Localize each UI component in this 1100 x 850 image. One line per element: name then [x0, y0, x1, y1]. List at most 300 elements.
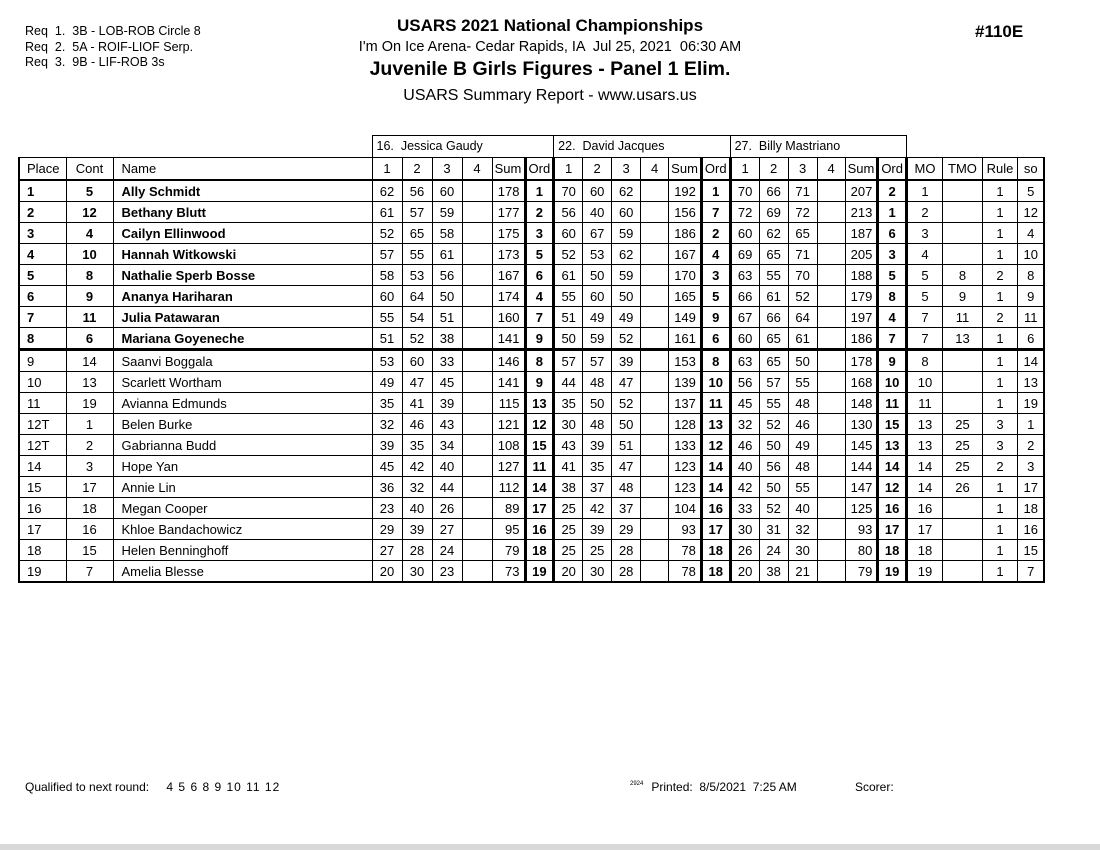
score-cell — [817, 435, 845, 456]
report-subtitle: USARS Summary Report - www.usars.us — [403, 87, 697, 104]
sum-cell: 115 — [492, 393, 525, 414]
name-cell: Bethany Blutt — [113, 202, 372, 223]
score-cell: 55 — [759, 265, 788, 286]
score-cell: 56 — [759, 456, 788, 477]
score-header: 3 — [788, 158, 817, 181]
ord-cell: 7 — [701, 202, 730, 223]
score-cell: 38 — [432, 328, 462, 350]
score-cell: 55 — [402, 244, 432, 265]
mo-cell: 2 — [906, 202, 942, 223]
score-cell: 48 — [788, 393, 817, 414]
place-cell: 7 — [19, 307, 66, 328]
score-cell: 39 — [372, 435, 402, 456]
score-cell: 51 — [554, 307, 583, 328]
place-cell: 16 — [19, 498, 66, 519]
name-cell: Helen Benninghoff — [113, 540, 372, 561]
so-cell: 9 — [1017, 286, 1044, 307]
ord-cell: 10 — [701, 372, 730, 393]
ord-cell: 1 — [525, 180, 554, 202]
sum-cell: 146 — [492, 350, 525, 372]
column-header-row — [19, 158, 1044, 181]
cont-cell: 1 — [66, 414, 113, 435]
score-cell: 61 — [372, 202, 402, 223]
table-row — [19, 202, 1044, 223]
ord-cell: 4 — [701, 244, 730, 265]
score-cell: 55 — [788, 477, 817, 498]
place-cell: 11 — [19, 393, 66, 414]
table-row — [19, 561, 1044, 583]
cont-cell: 11 — [66, 307, 113, 328]
judge-row-spacer — [906, 136, 1044, 158]
score-cell: 24 — [759, 540, 788, 561]
score-header: 1 — [554, 158, 583, 181]
sum-cell: 178 — [492, 180, 525, 202]
score-cell: 61 — [554, 265, 583, 286]
score-cell: 50 — [759, 435, 788, 456]
mo-cell: 5 — [906, 286, 942, 307]
mo-cell: 4 — [906, 244, 942, 265]
table-row — [19, 414, 1044, 435]
ord-cell: 13 — [701, 414, 730, 435]
table-row — [19, 350, 1044, 372]
so-cell: 1 — [1017, 414, 1044, 435]
tmo-cell — [942, 202, 982, 223]
score-cell: 28 — [402, 540, 432, 561]
score-cell: 24 — [432, 540, 462, 561]
score-cell: 61 — [788, 328, 817, 350]
score-cell — [462, 328, 492, 350]
ord-cell: 7 — [525, 307, 554, 328]
ord-cell: 6 — [701, 328, 730, 350]
score-cell — [641, 244, 669, 265]
ord-cell: 9 — [701, 307, 730, 328]
tmo-cell — [942, 223, 982, 244]
cont-cell: 2 — [66, 435, 113, 456]
score-cell: 60 — [583, 180, 612, 202]
score-cell: 52 — [372, 223, 402, 244]
score-cell: 70 — [554, 180, 583, 202]
judge-row-spacer — [19, 136, 372, 158]
so-cell: 12 — [1017, 202, 1044, 223]
rule-cell: 1 — [982, 350, 1017, 372]
ord-cell: 19 — [525, 561, 554, 583]
name-cell: Avianna Edmunds — [113, 393, 372, 414]
score-cell: 35 — [402, 435, 432, 456]
ord-cell: 16 — [878, 498, 907, 519]
ord-cell: 3 — [525, 223, 554, 244]
qualified-line — [25, 780, 280, 794]
sum-cell: 78 — [669, 561, 702, 583]
place-cell: 8 — [19, 328, 66, 350]
sum-cell: 93 — [845, 519, 878, 540]
so-cell: 7 — [1017, 561, 1044, 583]
table-row — [19, 393, 1044, 414]
score-cell: 72 — [730, 202, 759, 223]
sum-cell: 95 — [492, 519, 525, 540]
tmo-cell — [942, 561, 982, 583]
score-cell — [462, 244, 492, 265]
name-cell: Belen Burke — [113, 414, 372, 435]
sum-cell: 179 — [845, 286, 878, 307]
score-cell — [641, 286, 669, 307]
score-cell: 41 — [554, 456, 583, 477]
document-number: #110E — [975, 22, 1024, 41]
rule-cell: 1 — [982, 202, 1017, 223]
tmo-header: TMO — [942, 158, 982, 181]
score-cell — [817, 393, 845, 414]
cont-cell: 12 — [66, 202, 113, 223]
rule-cell: 1 — [982, 180, 1017, 202]
name-cell: Hannah Witkowski — [113, 244, 372, 265]
score-cell — [641, 540, 669, 561]
score-cell: 27 — [432, 519, 462, 540]
score-cell: 54 — [402, 307, 432, 328]
score-cell: 39 — [612, 350, 641, 372]
score-cell: 30 — [788, 540, 817, 561]
score-cell: 42 — [583, 498, 612, 519]
sum-cell: 128 — [669, 414, 702, 435]
score-cell: 48 — [788, 456, 817, 477]
sum-cell: 139 — [669, 372, 702, 393]
score-cell: 52 — [402, 328, 432, 350]
score-header: 3 — [432, 158, 462, 181]
score-cell: 66 — [759, 307, 788, 328]
score-cell: 67 — [730, 307, 759, 328]
page-edge — [0, 844, 1100, 850]
score-cell: 48 — [583, 414, 612, 435]
score-cell: 23 — [372, 498, 402, 519]
table-row — [19, 435, 1044, 456]
so-cell: 17 — [1017, 477, 1044, 498]
score-cell: 26 — [432, 498, 462, 519]
requirement-line-3: Req 3. 9B - LIF-ROB 3s — [25, 55, 165, 69]
ord-header: Ord — [878, 158, 907, 181]
score-cell: 62 — [612, 180, 641, 202]
score-cell: 58 — [432, 223, 462, 244]
ord-cell: 18 — [701, 561, 730, 583]
score-cell: 59 — [432, 202, 462, 223]
score-cell: 51 — [612, 435, 641, 456]
rule-cell: 1 — [982, 286, 1017, 307]
judge-header-row — [19, 136, 1044, 158]
name-cell: Mariana Goyeneche — [113, 328, 372, 350]
sum-cell: 187 — [845, 223, 878, 244]
score-cell: 50 — [432, 286, 462, 307]
ord-cell: 11 — [878, 393, 907, 414]
ord-cell: 8 — [878, 286, 907, 307]
name-cell: Megan Cooper — [113, 498, 372, 519]
score-cell: 21 — [788, 561, 817, 583]
score-cell: 47 — [612, 372, 641, 393]
score-cell — [462, 414, 492, 435]
tmo-cell: 11 — [942, 307, 982, 328]
score-cell: 28 — [612, 540, 641, 561]
mo-cell: 18 — [906, 540, 942, 561]
score-cell — [462, 519, 492, 540]
mo-cell: 14 — [906, 477, 942, 498]
score-cell — [462, 540, 492, 561]
place-cell: 1 — [19, 180, 66, 202]
tmo-cell — [942, 393, 982, 414]
score-cell: 72 — [788, 202, 817, 223]
ord-cell: 1 — [701, 180, 730, 202]
score-cell: 37 — [583, 477, 612, 498]
mo-cell: 7 — [906, 307, 942, 328]
sum-cell: 141 — [492, 328, 525, 350]
sum-cell: 192 — [669, 180, 702, 202]
sum-cell: 78 — [669, 540, 702, 561]
sum-cell: 127 — [492, 456, 525, 477]
sum-cell: 144 — [845, 456, 878, 477]
score-cell: 60 — [432, 180, 462, 202]
mo-cell: 13 — [906, 414, 942, 435]
score-cell: 50 — [612, 286, 641, 307]
ord-cell: 4 — [525, 286, 554, 307]
sum-cell: 141 — [492, 372, 525, 393]
score-cell — [462, 435, 492, 456]
score-cell: 32 — [402, 477, 432, 498]
judge-header-1: 16. Jessica Gaudy — [372, 136, 554, 158]
score-header: 2 — [402, 158, 432, 181]
score-cell: 35 — [583, 456, 612, 477]
table-row — [19, 286, 1044, 307]
ord-cell: 6 — [525, 265, 554, 286]
mo-cell: 11 — [906, 393, 942, 414]
ord-cell: 13 — [525, 393, 554, 414]
score-cell — [641, 498, 669, 519]
mo-cell: 19 — [906, 561, 942, 583]
rule-cell: 1 — [982, 540, 1017, 561]
score-cell — [817, 414, 845, 435]
score-cell: 32 — [788, 519, 817, 540]
mo-cell: 7 — [906, 328, 942, 350]
place-cell: 6 — [19, 286, 66, 307]
table-row — [19, 372, 1044, 393]
score-cell: 33 — [730, 498, 759, 519]
score-header: 4 — [641, 158, 669, 181]
score-cell: 60 — [554, 223, 583, 244]
ord-cell: 18 — [701, 540, 730, 561]
so-cell: 5 — [1017, 180, 1044, 202]
ord-header: Ord — [701, 158, 730, 181]
score-cell: 30 — [554, 414, 583, 435]
name-cell: Amelia Blesse — [113, 561, 372, 583]
sum-cell: 123 — [669, 456, 702, 477]
sum-cell: 173 — [492, 244, 525, 265]
place-cell: 3 — [19, 223, 66, 244]
score-cell — [641, 477, 669, 498]
ord-cell: 2 — [701, 223, 730, 244]
ord-cell: 16 — [701, 498, 730, 519]
score-cell — [641, 350, 669, 372]
score-cell — [641, 328, 669, 350]
judge-header-2: 22. David Jacques — [554, 136, 730, 158]
score-cell: 57 — [554, 350, 583, 372]
score-cell — [462, 477, 492, 498]
score-cell: 61 — [759, 286, 788, 307]
score-cell: 59 — [583, 328, 612, 350]
score-cell: 47 — [612, 456, 641, 477]
score-cell: 59 — [612, 265, 641, 286]
score-cell: 45 — [730, 393, 759, 414]
score-cell: 35 — [372, 393, 402, 414]
ord-cell: 17 — [701, 519, 730, 540]
place-cell: 17 — [19, 519, 66, 540]
score-cell: 60 — [583, 286, 612, 307]
sum-cell: 79 — [492, 540, 525, 561]
score-cell: 50 — [583, 265, 612, 286]
score-cell — [817, 519, 845, 540]
sum-cell: 130 — [845, 414, 878, 435]
cont-cell: 18 — [66, 498, 113, 519]
so-cell: 2 — [1017, 435, 1044, 456]
rule-cell: 3 — [982, 435, 1017, 456]
table-row — [19, 498, 1044, 519]
score-cell: 62 — [759, 223, 788, 244]
score-cell: 43 — [554, 435, 583, 456]
name-cell: Scarlett Wortham — [113, 372, 372, 393]
score-cell: 59 — [612, 223, 641, 244]
ord-cell: 12 — [701, 435, 730, 456]
judge-header-3: 27. Billy Mastriano — [730, 136, 906, 158]
ord-cell: 14 — [878, 456, 907, 477]
ord-cell: 1 — [878, 202, 907, 223]
sum-cell: 188 — [845, 265, 878, 286]
ord-cell: 4 — [878, 307, 907, 328]
sum-cell: 186 — [845, 328, 878, 350]
qualified-numbers: 4 5 6 8 9 10 11 12 — [166, 780, 281, 794]
score-cell: 63 — [730, 350, 759, 372]
score-cell: 71 — [788, 180, 817, 202]
score-cell — [462, 456, 492, 477]
place-cell: 19 — [19, 561, 66, 583]
sum-cell: 167 — [669, 244, 702, 265]
tmo-cell: 9 — [942, 286, 982, 307]
sum-cell: 170 — [669, 265, 702, 286]
score-cell: 49 — [612, 307, 641, 328]
score-header: 4 — [462, 158, 492, 181]
score-cell: 25 — [583, 540, 612, 561]
cont-cell: 6 — [66, 328, 113, 350]
so-header: so — [1017, 158, 1044, 181]
sum-cell: 174 — [492, 286, 525, 307]
score-cell — [462, 202, 492, 223]
score-cell: 69 — [759, 202, 788, 223]
name-header: Name — [113, 158, 372, 181]
score-cell: 50 — [583, 393, 612, 414]
score-cell: 51 — [372, 328, 402, 350]
score-cell: 40 — [432, 456, 462, 477]
so-cell: 13 — [1017, 372, 1044, 393]
mo-cell: 17 — [906, 519, 942, 540]
tmo-cell — [942, 498, 982, 519]
score-cell: 52 — [788, 286, 817, 307]
ord-cell: 5 — [878, 265, 907, 286]
score-cell — [462, 498, 492, 519]
sum-cell: 73 — [492, 561, 525, 583]
table-row — [19, 307, 1044, 328]
tmo-cell: 25 — [942, 456, 982, 477]
ord-cell: 8 — [701, 350, 730, 372]
score-cell: 26 — [730, 540, 759, 561]
sum-cell: 161 — [669, 328, 702, 350]
results-table — [18, 135, 1045, 583]
score-cell: 40 — [402, 498, 432, 519]
sum-cell: 160 — [492, 307, 525, 328]
name-cell: Gabrianna Budd — [113, 435, 372, 456]
score-cell — [817, 350, 845, 372]
ord-cell: 8 — [525, 350, 554, 372]
ord-cell: 14 — [701, 456, 730, 477]
ord-cell: 3 — [878, 244, 907, 265]
score-cell — [817, 372, 845, 393]
cont-cell: 7 — [66, 561, 113, 583]
score-cell — [462, 350, 492, 372]
place-cell: 4 — [19, 244, 66, 265]
so-cell: 11 — [1017, 307, 1044, 328]
score-cell: 44 — [432, 477, 462, 498]
score-cell: 28 — [612, 561, 641, 583]
ord-cell: 18 — [525, 540, 554, 561]
cont-cell: 16 — [66, 519, 113, 540]
score-cell: 61 — [432, 244, 462, 265]
score-cell: 50 — [788, 350, 817, 372]
score-cell: 39 — [583, 519, 612, 540]
score-cell: 60 — [730, 328, 759, 350]
ord-cell: 5 — [525, 244, 554, 265]
score-cell: 32 — [372, 414, 402, 435]
place-header: Place — [19, 158, 66, 181]
tmo-cell — [942, 519, 982, 540]
score-cell — [641, 519, 669, 540]
name-cell: Cailyn Ellinwood — [113, 223, 372, 244]
cont-cell: 5 — [66, 180, 113, 202]
score-cell — [462, 265, 492, 286]
score-cell: 45 — [432, 372, 462, 393]
ord-cell: 9 — [525, 372, 554, 393]
score-cell: 65 — [402, 223, 432, 244]
score-cell — [817, 223, 845, 244]
score-cell: 33 — [432, 350, 462, 372]
score-cell: 60 — [730, 223, 759, 244]
rule-cell: 1 — [982, 244, 1017, 265]
table-row — [19, 328, 1044, 350]
table-row — [19, 456, 1044, 477]
sum-header: Sum — [845, 158, 878, 181]
score-cell: 47 — [402, 372, 432, 393]
so-cell: 3 — [1017, 456, 1044, 477]
mo-cell: 13 — [906, 435, 942, 456]
place-cell: 2 — [19, 202, 66, 223]
scorer-label: Scorer: — [855, 780, 894, 794]
name-cell: Julia Patawaran — [113, 307, 372, 328]
score-cell — [641, 414, 669, 435]
score-cell: 53 — [372, 350, 402, 372]
sum-cell: 123 — [669, 477, 702, 498]
score-cell: 42 — [730, 477, 759, 498]
score-header: 1 — [372, 158, 402, 181]
sum-header: Sum — [492, 158, 525, 181]
rule-cell: 1 — [982, 328, 1017, 350]
score-cell: 49 — [372, 372, 402, 393]
score-cell: 65 — [759, 350, 788, 372]
score-cell: 40 — [730, 456, 759, 477]
score-cell — [641, 223, 669, 244]
score-cell — [641, 561, 669, 583]
ord-cell: 12 — [878, 477, 907, 498]
score-cell — [641, 202, 669, 223]
score-cell: 52 — [554, 244, 583, 265]
